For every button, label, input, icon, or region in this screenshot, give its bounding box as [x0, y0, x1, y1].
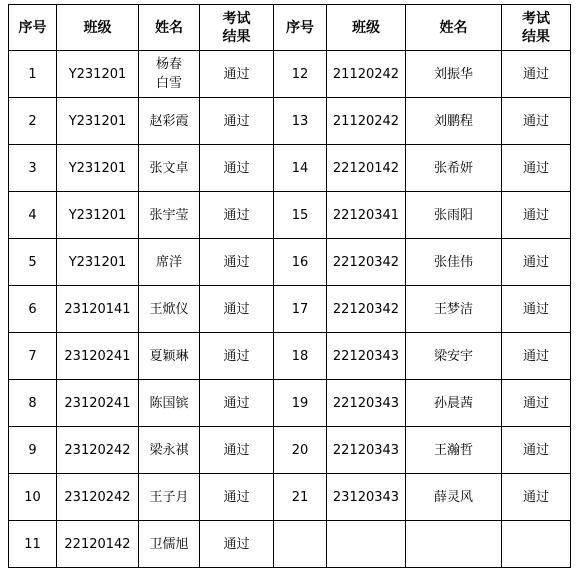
seq-cell: 21 [274, 474, 327, 521]
result-cell: 通过 [502, 239, 571, 286]
seq-cell: 16 [274, 239, 327, 286]
class-cell: 23120141 [57, 286, 139, 333]
header-result-left-line2: 结果 [222, 28, 251, 45]
class-cell: Y231201 [57, 51, 139, 98]
header-result-right [502, 5, 571, 51]
result-cell: 通过 [502, 286, 571, 333]
seq-cell: 8 [9, 380, 57, 427]
header-seq-right: 序号 [274, 5, 327, 51]
seq-cell: 15 [274, 192, 327, 239]
class-cell: 23120242 [57, 474, 139, 521]
table-row [9, 192, 571, 239]
result-cell: 通过 [502, 145, 571, 192]
class-cell: 21120242 [327, 51, 406, 98]
table-row [9, 521, 571, 568]
class-cell: 22120142 [57, 521, 139, 568]
name-line: 白雪 [155, 76, 182, 91]
seq-cell: 17 [274, 286, 327, 333]
header-seq-left: 序号 [9, 5, 57, 51]
result-cell: 通过 [200, 380, 274, 427]
table-row [9, 51, 571, 98]
result-cell: 通过 [200, 145, 274, 192]
name-cell: 王梦洁 [406, 286, 502, 333]
class-cell: 22120343 [327, 380, 406, 427]
seq-cell: 3 [9, 145, 57, 192]
name-cell: 张宇莹 [139, 192, 200, 239]
result-cell: 通过 [502, 333, 571, 380]
table-row [9, 286, 571, 333]
name-cell: 王子月 [139, 474, 200, 521]
class-cell: Y231201 [57, 98, 139, 145]
header-result-left-line1: 考试 [222, 10, 251, 27]
seq-cell: 9 [9, 427, 57, 474]
table-header-row [9, 5, 571, 51]
name-cell: 刘鹏程 [406, 98, 502, 145]
seq-cell: 5 [9, 239, 57, 286]
result-cell: 通过 [200, 239, 274, 286]
seq-cell: 18 [274, 333, 327, 380]
name-line: 杨春 [155, 57, 182, 72]
header-result-right-line1: 考试 [522, 10, 550, 27]
result-cell: 通过 [200, 286, 274, 333]
seq-cell: 13 [274, 98, 327, 145]
class-cell: 22120343 [327, 333, 406, 380]
class-cell: 22120343 [327, 427, 406, 474]
seq-cell: 1 [9, 51, 57, 98]
seq-cell [274, 521, 327, 568]
header-name-right: 姓名 [406, 5, 502, 51]
class-cell: 22120342 [327, 286, 406, 333]
name-cell: 陈国镔 [139, 380, 200, 427]
header-class-right: 班级 [327, 5, 406, 51]
name-cell [139, 51, 200, 98]
name-cell: 席洋 [139, 239, 200, 286]
seq-cell: 14 [274, 145, 327, 192]
class-cell: Y231201 [57, 145, 139, 192]
name-cell: 刘振华 [406, 51, 502, 98]
name-cell: 王瀚哲 [406, 427, 502, 474]
seq-cell: 4 [9, 192, 57, 239]
class-cell: 23120241 [57, 333, 139, 380]
result-cell: 通过 [200, 427, 274, 474]
name-cell: 梁永祺 [139, 427, 200, 474]
name-cell: 梁安宇 [406, 333, 502, 380]
table-row [9, 145, 571, 192]
seq-cell: 7 [9, 333, 57, 380]
name-cell: 夏颖琳 [139, 333, 200, 380]
seq-cell: 12 [274, 51, 327, 98]
name-cell: 张文卓 [139, 145, 200, 192]
class-cell: Y231201 [57, 192, 139, 239]
result-cell: 通过 [502, 51, 571, 98]
result-cell: 通过 [502, 98, 571, 145]
name-cell: 王焮仪 [139, 286, 200, 333]
name-cell: 薛灵风 [406, 474, 502, 521]
class-cell: 23120241 [57, 380, 139, 427]
name-cell: 赵彩霞 [139, 98, 200, 145]
name-cell: 张佳伟 [406, 239, 502, 286]
table-row [9, 239, 571, 286]
result-cell: 通过 [502, 427, 571, 474]
result-cell: 通过 [502, 192, 571, 239]
name-cell: 卫儒旭 [139, 521, 200, 568]
class-cell: Y231201 [57, 239, 139, 286]
result-cell: 通过 [200, 192, 274, 239]
header-result-left [200, 5, 274, 51]
table-row [9, 98, 571, 145]
result-cell [502, 521, 571, 568]
name-cell: 张希妍 [406, 145, 502, 192]
name-cell: 孙晨茜 [406, 380, 502, 427]
exam-results-table [8, 4, 571, 568]
result-cell: 通过 [200, 521, 274, 568]
table-row [9, 427, 571, 474]
result-cell: 通过 [200, 51, 274, 98]
class-cell: 22120342 [327, 239, 406, 286]
header-name-left: 姓名 [139, 5, 200, 51]
name-cell: 张雨阳 [406, 192, 502, 239]
seq-cell: 6 [9, 286, 57, 333]
result-cell: 通过 [200, 333, 274, 380]
name-cell [406, 521, 502, 568]
seq-cell: 20 [274, 427, 327, 474]
class-cell [327, 521, 406, 568]
class-cell: 21120242 [327, 98, 406, 145]
result-cell: 通过 [502, 474, 571, 521]
class-cell: 23120343 [327, 474, 406, 521]
header-result-right-line2: 结果 [522, 28, 550, 45]
header-class-left: 班级 [57, 5, 139, 51]
table-row [9, 333, 571, 380]
class-cell: 22120142 [327, 145, 406, 192]
seq-cell: 2 [9, 98, 57, 145]
class-cell: 23120242 [57, 427, 139, 474]
table-row [9, 380, 571, 427]
seq-cell: 11 [9, 521, 57, 568]
seq-cell: 10 [9, 474, 57, 521]
result-cell: 通过 [200, 98, 274, 145]
result-cell: 通过 [502, 380, 571, 427]
table-row [9, 474, 571, 521]
class-cell: 22120341 [327, 192, 406, 239]
result-cell: 通过 [200, 474, 274, 521]
seq-cell: 19 [274, 380, 327, 427]
